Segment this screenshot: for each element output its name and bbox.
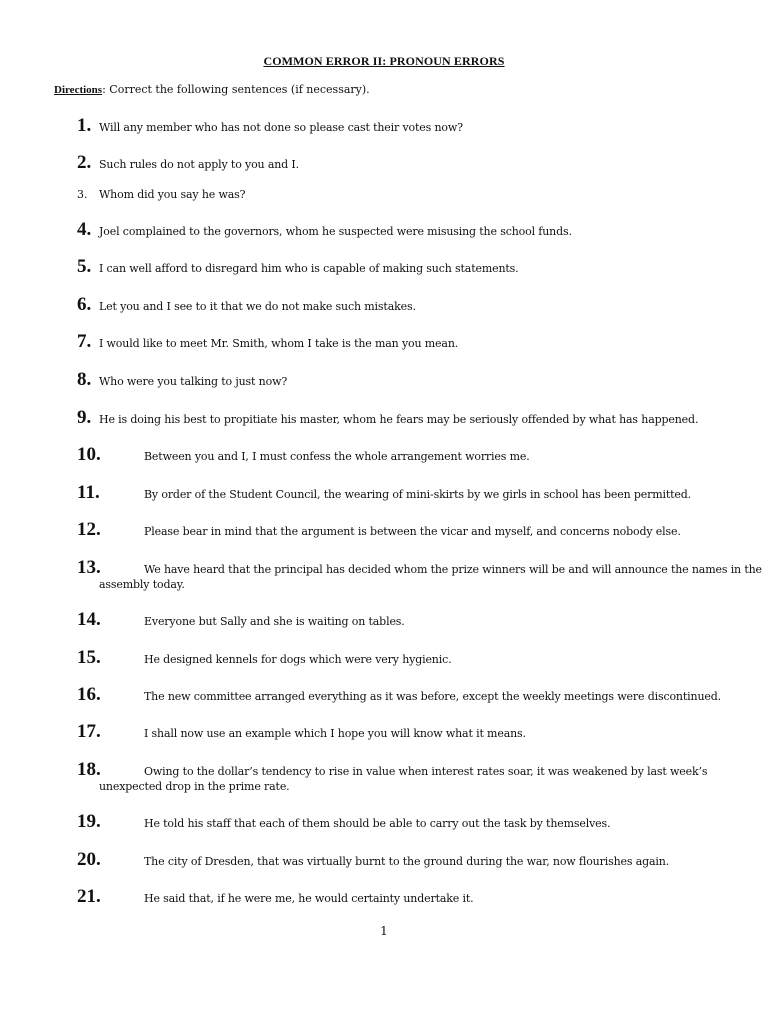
list-item-6 <box>0 295 768 325</box>
item-number: 4. <box>77 219 92 240</box>
list-item-19 <box>0 812 768 842</box>
item-number: 3. <box>77 188 88 201</box>
item-text-continued: unexpected drop in the prime rate. <box>99 780 290 793</box>
item-number: 13. <box>77 557 101 578</box>
list-item-17 <box>0 722 768 752</box>
item-number: 18. <box>77 759 101 780</box>
item-text: I would like to meet Mr. Smith, whom I take is the man you mean. <box>99 337 459 350</box>
list-item-11 <box>0 483 768 513</box>
item-number: 16. <box>77 684 101 705</box>
item-number: 1. <box>77 115 92 136</box>
item-text: He told his staff that each of them should be able to carry out the task by themselves. <box>144 817 611 830</box>
item-number: 11. <box>77 482 100 503</box>
list-item-21 <box>0 887 768 917</box>
item-text-continued: assembly today. <box>99 578 185 591</box>
item-text: The city of Dresden, that was virtually burnt to the ground during the war, now flourishes again. <box>144 855 670 868</box>
item-text: I shall now use an example which I hope you will know what it means. <box>144 727 526 740</box>
page-number: 1 <box>380 924 388 938</box>
list-item-12 <box>0 520 768 550</box>
item-text: Will any member who has not done so please cast their votes now? <box>99 121 463 134</box>
list-item-2 <box>0 153 768 183</box>
item-text: Who were you talking to just now? <box>99 375 288 388</box>
item-text: He said that, if he were me, he would certainty undertake it. <box>144 892 474 905</box>
item-number: 21. <box>77 886 101 907</box>
item-text: Please bear in mind that the argument is between the vicar and myself, and concerns nobody else. <box>144 525 681 538</box>
item-text: Whom did you say he was? <box>99 188 246 201</box>
item-number: 20. <box>77 849 101 870</box>
item-text: Between you and I, I must confess the whole arrangement worries me. <box>144 450 530 463</box>
list-item-10 <box>0 445 768 475</box>
item-number: 2. <box>77 152 92 173</box>
item-number: 5. <box>77 256 92 277</box>
list-item-4 <box>0 220 768 250</box>
item-number: 14. <box>77 609 101 630</box>
item-text: The new committee arranged everything as it was before, except the weekly meetings were discontinued. <box>144 690 721 703</box>
page-title: COMMON ERROR II: PRONOUN ERRORS <box>263 54 505 68</box>
item-number: 12. <box>77 519 101 540</box>
item-number: 17. <box>77 721 101 742</box>
item-text: By order of the Student Council, the wearing of mini-skirts by we girls in school has been permitted. <box>144 488 691 501</box>
item-number: 10. <box>77 444 101 465</box>
list-item-1 <box>0 116 768 146</box>
item-number: 9. <box>77 407 92 428</box>
item-number: 15. <box>77 647 101 668</box>
list-item-16 <box>0 685 768 715</box>
list-item-3 <box>0 186 768 216</box>
item-number: 7. <box>77 331 92 352</box>
directions <box>54 83 370 96</box>
item-text: He is doing his best to propitiate his master, whom he fears may be seriously offended by what has happened. <box>99 413 699 426</box>
item-number: 19. <box>77 811 101 832</box>
list-item-9 <box>0 408 768 438</box>
item-text: Everyone but Sally and she is waiting on tables. <box>144 615 405 628</box>
directions-text: : Correct the following sentences (if necessary). <box>102 83 370 96</box>
list-item-8 <box>0 370 768 400</box>
item-text: He designed kennels for dogs which were very hygienic. <box>144 653 452 666</box>
list-item-18 <box>0 760 768 800</box>
item-text: Owing to the dollar’s tendency to rise in value when interest rates soar, it was weakened by last week’s <box>144 765 708 778</box>
item-number: 8. <box>77 369 92 390</box>
list-item-7 <box>0 332 768 362</box>
list-item-13 <box>0 558 768 598</box>
item-text: Let you and I see to it that we do not make such mistakes. <box>99 300 416 313</box>
list-item-15 <box>0 648 768 678</box>
item-text: We have heard that the principal has decided whom the prize winners will be and will announce the names in the <box>144 563 762 576</box>
item-text: I can well afford to disregard him who is capable of making such statements. <box>99 262 519 275</box>
item-text: Joel complained to the governors, whom he suspected were misusing the school funds. <box>99 225 572 238</box>
item-text: Such rules do not apply to you and I. <box>99 158 299 171</box>
list-item-20 <box>0 850 768 880</box>
item-number: 6. <box>77 294 92 315</box>
directions-label: Directions <box>54 84 103 96</box>
list-item-5 <box>0 257 768 287</box>
list-item-14 <box>0 610 768 640</box>
